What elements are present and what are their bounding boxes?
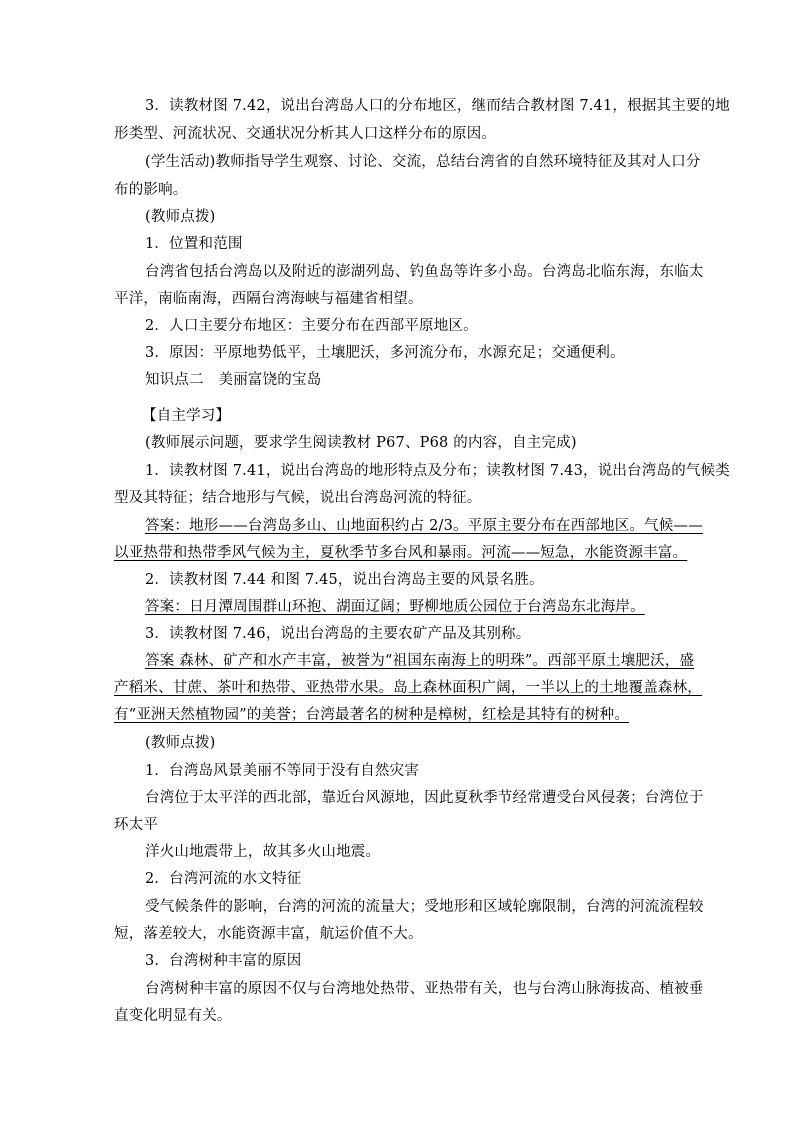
paragraph-line: 3．读教材图 7.42，说出台湾岛人口的分布地区，继而结合教材图 7.41，根据其主要的地: [145, 98, 731, 114]
question-line: 型及其特征；结合地形与气候，说出台湾岛河流的特征。: [114, 490, 482, 506]
question-line: 2．读教材图 7.44 和图 7.45，说出台湾岛主要的风景名胜。: [145, 572, 544, 588]
paragraph-line: 直变化明显有关。: [114, 1008, 232, 1024]
question-line: 3．读教材图 7.46，说出台湾岛的主要农矿产品及其别称。: [145, 626, 531, 642]
answer-line: 答案：地形——台湾岛多山、山地面积约占 2/3。平原主要分布在西部地区。气候——: [145, 518, 703, 534]
answer-line: 产稻米、甘蔗、茶叶和热带、亚热带水果。岛上森林面积广阔，一半以上的土地覆盖森林，: [114, 680, 702, 696]
paragraph-line: 2．人口主要分布地区：主要分布在西部平原地区。: [145, 318, 478, 334]
paragraph-line: 台湾树种丰富的原因不仅与台湾地处热带、亚热带有关，也与台湾山脉海拔高、植被垂: [145, 981, 704, 997]
section-label: (教师点拨): [145, 735, 216, 751]
knowledge-point-heading: 知识点二 美丽富饶的宝岛: [145, 372, 322, 388]
paragraph-line: (学生活动)教师指导学生观察、讨论、交流，总结台湾省的自然环境特征及其对人口分: [145, 154, 701, 170]
paragraph-line: (教师展示问题，要求学生阅读教材 P67、P68 的内容，自主完成): [145, 435, 577, 451]
numbered-heading: 3．台湾树种丰富的原因: [145, 953, 302, 969]
numbered-heading: 1．台湾岛风景美丽不等同于没有自然灾害: [145, 763, 420, 779]
paragraph-line: 布的影响。: [114, 182, 188, 198]
paragraph-line: 台湾省包括台湾岛以及附近的澎湖列岛、钓鱼岛等许多小岛。台湾岛北临东海，东临太: [145, 264, 704, 280]
answer-line: 答案 森林、矿产和水产丰富，被誉为“祖国东南海上的明珠”。西部平原土壤肥沃，盛: [145, 653, 695, 669]
answer-line: 有“亚洲天然植物园”的美誉；台湾最著名的树种是樟树，红桧是其特有的树种。: [114, 707, 630, 723]
answer-line: 以亚热带和热带季风气候为主，夏秋季节多台风和暴雨。河流——短急，水能资源丰富。: [114, 545, 688, 561]
answer-line: 答案：日月潭周围群山环抱、湖面辽阔；野柳地质公园位于台湾岛东北海岸。: [145, 599, 645, 615]
paragraph-line: 洋火山地震带上，故其多火山地震。: [145, 844, 381, 860]
paragraph-line: 短，落差较大，水能资源丰富，航运价值不大。: [114, 926, 423, 942]
section-label: (教师点拨): [145, 209, 216, 225]
paragraph-line: 台湾位于太平洋的西北部，靠近台风源地，因此夏秋季节经常遭受台风侵袭；台湾位于: [145, 790, 704, 806]
paragraph-line: 3．原因：平原地势低平，土壤肥沃，多河流分布，水源充足；交通便利。: [145, 345, 625, 361]
numbered-heading: 1．位置和范围: [145, 236, 243, 252]
paragraph-line: 受气候条件的影响，台湾的河流的流量大；受地形和区域轮廓限制，台湾的河流流程较: [145, 899, 704, 915]
paragraph-line: 形类型、河流状况、交通状况分析其人口这样分布的原因。: [114, 126, 497, 142]
paragraph-line: 平洋，南临南海，西隔台湾海峡与福建省相望。: [114, 291, 423, 307]
paragraph-line: 环太平: [114, 817, 159, 833]
numbered-heading: 2．台湾河流的水文特征: [145, 871, 302, 887]
question-line: 1．读教材图 7.41，说出台湾岛的地形特点及分布；读教材图 7.43，说出台湾岛的气候类: [145, 463, 731, 479]
self-study-heading: 【自主学习】: [142, 408, 231, 424]
